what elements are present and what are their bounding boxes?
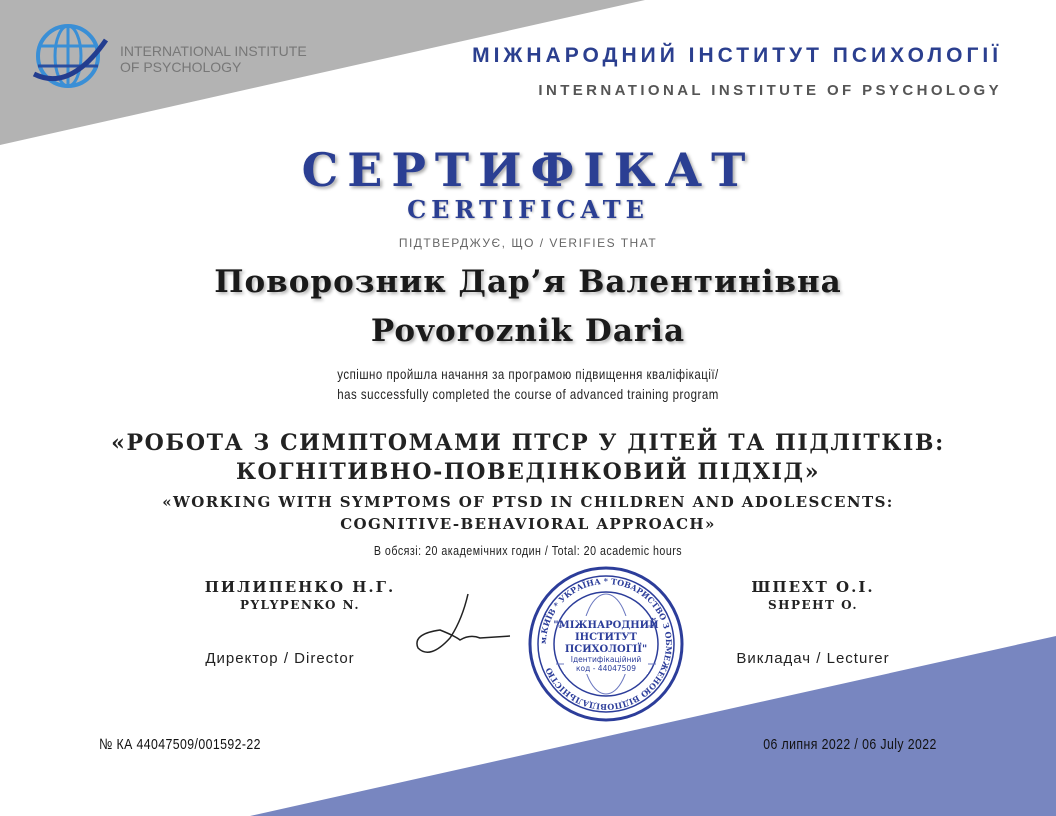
verifies-text: ПІДТВЕРДЖУЄ, ЩО / VERIFIES THAT bbox=[398, 236, 658, 250]
lecturer-name-uk: ШПЕХТ О.І. bbox=[751, 578, 875, 596]
stamp-code-label: Ідентифікаційний bbox=[570, 655, 642, 664]
header-institute-uk: МІЖНАРОДНИЙ ІНСТИТУТ ПСИХОЛОГІЇ bbox=[472, 44, 1002, 67]
director-role: Директор / Director bbox=[205, 650, 355, 667]
logo-line-1: INTERNATIONAL INSTITUTE bbox=[120, 43, 307, 59]
certificate-title-uk: СЕРТИФІКАТ bbox=[301, 143, 755, 197]
logo-line-2: OF PSYCHOLOGY bbox=[120, 59, 242, 75]
logo-text bbox=[120, 43, 307, 75]
completed-text-uk: успішно пройшла начання за програмою підвищення кваліфікації/ bbox=[337, 366, 719, 382]
lecturer-name-en: SHPEHT O. bbox=[767, 598, 859, 612]
stamp-line-1: "МІЖНАРОДНИЙ bbox=[553, 620, 659, 631]
director-name-en: PYLYPENKO N. bbox=[239, 598, 361, 612]
program-title-uk-2: КОГНІТИВНО-ПОВЕДІНКОВИЙ ПІДХІД» bbox=[235, 459, 821, 485]
lecturer-role: Викладач / Lecturer bbox=[736, 650, 890, 667]
institute-stamp bbox=[526, 566, 686, 722]
certificate-date: 06 липня 2022 / 06 July 2022 bbox=[763, 736, 937, 753]
hours-text: В обсязі: 20 академічних годин / Total: 20 academic hours bbox=[373, 543, 683, 558]
certificate-number: № КА 44047509/001592-22 bbox=[99, 736, 261, 753]
program-title-uk-1: «РОБОТА З СИМПТОМАМИ ПТСР У ДІТЕЙ ТА ПІДЛІТКІВ: bbox=[111, 430, 945, 456]
director-signature bbox=[410, 590, 520, 660]
program-title-en-1: «WORKING WITH SYMPTOMS OF PTSD IN CHILDREN AND ADOLESCENTS: bbox=[162, 493, 894, 511]
director-name-uk: ПИЛИПЕНКО Н.Г. bbox=[204, 578, 396, 596]
recipient-name-uk: Поворозник Дар’я Валентинівна bbox=[214, 264, 842, 300]
program-title-en-2: COGNITIVE-BEHAVIORAL APPROACH» bbox=[340, 515, 716, 533]
completed-text-en: has successfully completed the course of advanced training program bbox=[337, 386, 719, 402]
recipient-name-en: Povoroznik Daria bbox=[370, 313, 686, 349]
stamp-line-3: ПСИХОЛОГІЇ" bbox=[564, 644, 648, 655]
stamp-line-2: ІНСТИТУТ bbox=[575, 632, 637, 643]
globe-icon bbox=[30, 22, 110, 94]
stamp-ring-text: м.КИЇВ * УКРАЇНА * ТОВАРИСТВО З ОБМЕЖЕНОЮ ВІДПОВІДАЛЬНІСТЮ bbox=[537, 575, 675, 713]
header-institute-en: INTERNATIONAL INSTITUTE OF PSYCHOLOGY bbox=[538, 82, 1002, 99]
stamp-code: код - 44047509 bbox=[576, 664, 636, 673]
certificate-title-en: CERTIFICATE bbox=[407, 195, 649, 224]
